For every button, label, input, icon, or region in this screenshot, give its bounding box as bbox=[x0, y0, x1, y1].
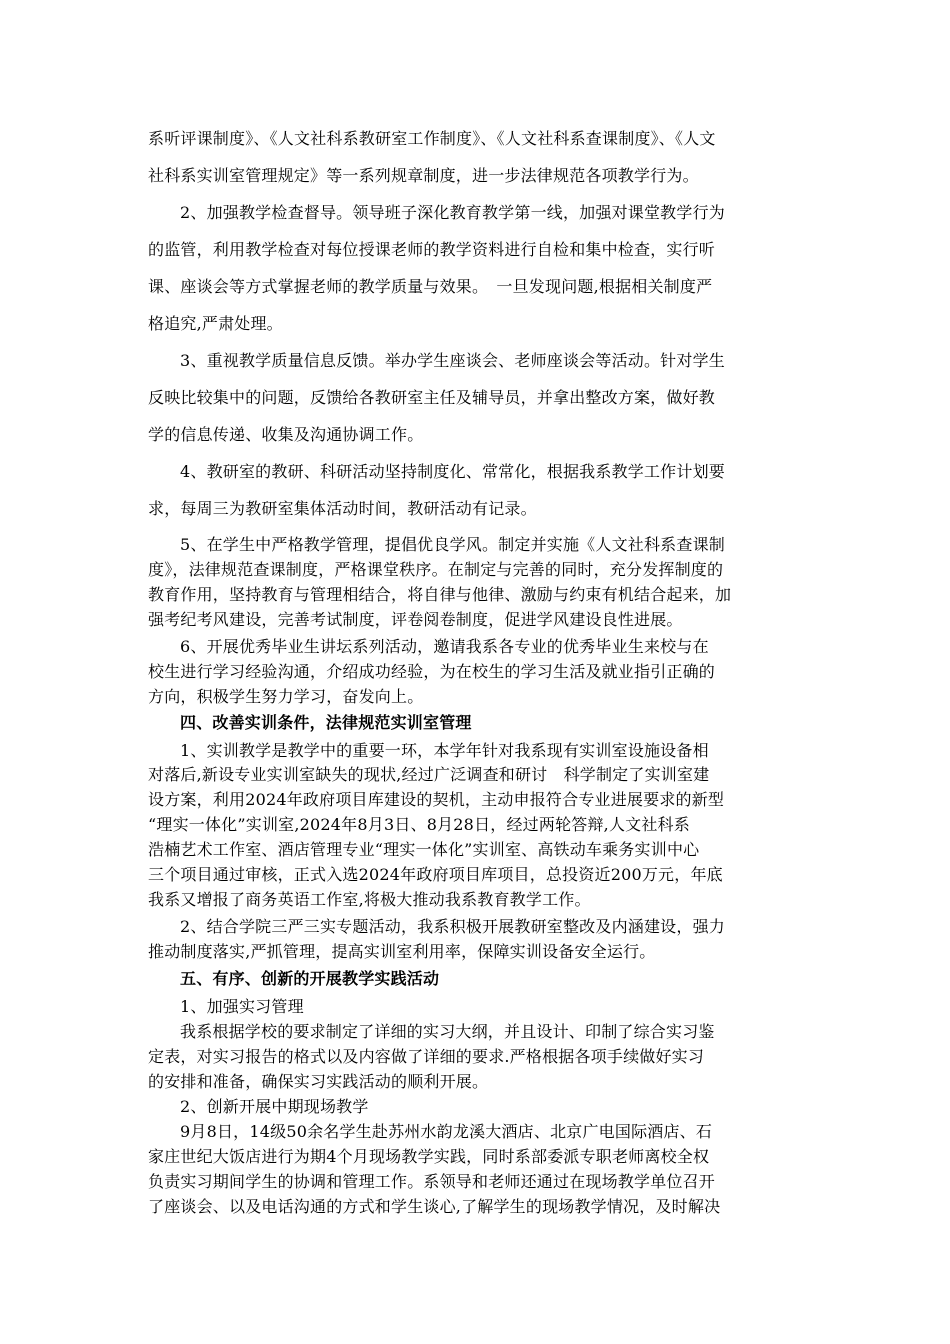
text-line: 6、开展优秀毕业生讲坛系列活动，邀请我系各专业的优秀毕业生来校与在 bbox=[180, 637, 709, 656]
text-line: “理实一体化”实训室,2024年8月3日、8月28日，经过两轮答辩,人文社科系 bbox=[148, 815, 690, 834]
subheading: 2、创新开展中期现场教学 bbox=[180, 1097, 369, 1116]
text-line: 反映比较集中的问题，反馈给各教研室主任及辅导员，并拿出整改方案，做好教 bbox=[148, 388, 716, 407]
text-line: 定表，对实习报告的格式以及内容做了详细的要求.严格根据各项手续做好实习 bbox=[148, 1047, 705, 1066]
text-line: 2、结合学院三严三实专题活动，我系积极开展教研室整改及内涵建设，强力 bbox=[180, 917, 725, 936]
text-line: 1、实训教学是教学中的重要一环，本学年针对我系现有实训室设施设备相 bbox=[180, 741, 709, 760]
text-line: 强考纪考风建设，完善考试制度，评卷阅卷制度，促进学风建设良性进展。 bbox=[148, 610, 683, 629]
text-line: 三个项目通过审核，正式入选2024年政府项目库项目，总投资近200万元，年底 bbox=[148, 865, 723, 884]
text-line: 2、加强教学检查督导。领导班子深化教育教学第一线，加强对课堂教学行为 bbox=[180, 203, 725, 222]
section-heading: 五、有序、创新的开展教学实践活动 bbox=[180, 969, 440, 988]
text-line: 推动制度落实,严抓管理，提高实训室利用率，保障实训设备安全运行。 bbox=[148, 942, 656, 961]
text-line: 求，每周三为教研室集体活动时间，教研活动有记录。 bbox=[148, 499, 537, 518]
text-line: 系听评课制度》、《人文社科系教研室工作制度》、《人文社科系查课制度》、《人文 bbox=[148, 129, 716, 148]
text-line: 浩楠艺术工作室、酒店管理专业“理实一体化”实训室、高铁动车乘务实训中心 bbox=[148, 840, 700, 859]
text-line: 我系又增报了商务英语工作室,将极大推动我系教育教学工作。 bbox=[148, 890, 591, 909]
text-line: 方向，积极学生努力学习，奋发向上。 bbox=[148, 687, 424, 706]
text-line: 校生进行学习经验沟通，介绍成功经验，为在校生的学习生活及就业指引正确的 bbox=[148, 662, 716, 681]
text-line: 的监管，利用教学检查对每位授课老师的教学资料进行自检和集中检查，实行听 bbox=[148, 240, 716, 259]
text-line: 对落后,新设专业实训室缺失的现状,经过广泛调查和研讨 科学制定了实训室建 bbox=[148, 765, 710, 784]
text-line: 教育作用，坚持教育与管理相结合，将自律与他律、激励与约束有机结合起来，加 bbox=[148, 585, 732, 604]
text-line: 课、座谈会等方式掌握老师的教学质量与效果。 一旦发现问题,根据相关制度严 bbox=[148, 277, 713, 296]
text-line: 9月8日，14级50余名学生赴苏州水韵龙溪大酒店、北京广电国际酒店、石 bbox=[180, 1122, 713, 1141]
text-line: 3、重视教学质量信息反馈。举办学生座谈会、老师座谈会等活动。针对学生 bbox=[180, 351, 725, 370]
subheading: 1、加强实习管理 bbox=[180, 997, 304, 1016]
text-line: 4、教研室的教研、科研活动坚持制度化、常常化，根据我系教学工作计划要 bbox=[180, 462, 725, 481]
text-line: 度》，法律规范查课制度，严格课堂秩序。在制定与完善的同时，充分发挥制度的 bbox=[148, 560, 724, 579]
text-line: 5、在学生中严格教学管理，提倡优良学风。制定并实施《人文社科系查课制 bbox=[180, 535, 725, 554]
section-heading: 四、改善实训条件，法律规范实训室管理 bbox=[180, 713, 472, 732]
text-line: 学的信息传递、收集及沟通协调工作。 bbox=[148, 425, 424, 444]
text-line: 社科系实训室管理规定》等一系列规章制度，进一步法律规范各项教学行为。 bbox=[148, 166, 699, 185]
text-line: 我系根据学校的要求制定了详细的实习大纲，并且设计、印制了综合实习鉴 bbox=[180, 1022, 715, 1041]
text-line: 负责实习期间学生的协调和管理工作。系领导和老师还通过在现场教学单位召开 bbox=[148, 1172, 716, 1191]
text-line: 的安排和准备，确保实习实践活动的顺利开展。 bbox=[148, 1072, 489, 1091]
text-line: 格追究,严肃处理。 bbox=[148, 314, 283, 333]
text-line: 设方案，利用2024年政府项目库建设的契机，主动申报符合专业进展要求的新型 bbox=[148, 790, 725, 809]
text-line: 家庄世纪大饭店进行为期4个月现场教学实践，同时系部委派专职老师离校全权 bbox=[148, 1147, 710, 1166]
text-line: 了座谈会、以及电话沟通的方式和学生谈心,了解学生的现场教学情况，及时解决 bbox=[148, 1197, 721, 1216]
